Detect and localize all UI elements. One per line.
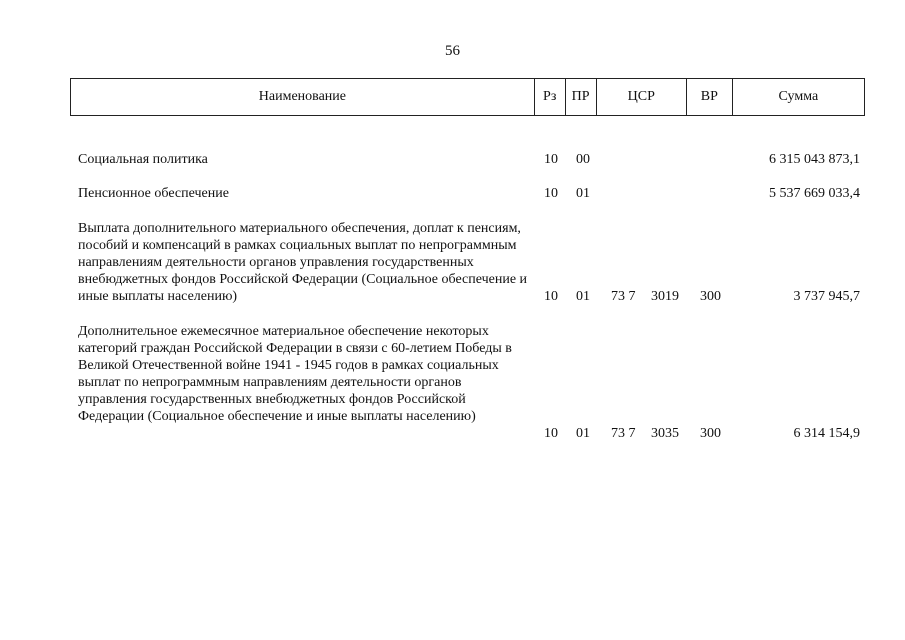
row-pr: 00: [576, 152, 590, 167]
table-row: [0, 323, 905, 442]
row-rz: 10: [544, 152, 558, 167]
row-name: Дополнительное ежемесячное материальное обеспечение некоторых категорий граждан Российской Федерации в связи с 60-летием Победы в Великой Отечественной войне 1941 - 1945 годов в рамках социальных выплат по непрограммным направлениям деятельности органов управления государственных внебюджетных фондов Российской Федерации (Социальное обеспечение и иные выплаты населению): [78, 324, 512, 424]
row-csr-direction: 3035: [651, 426, 679, 441]
row-csr-program: 73 7: [611, 289, 636, 304]
row-rz: 10: [544, 426, 558, 441]
column-header-pr: ПР: [565, 79, 596, 116]
row-rz: 10: [544, 186, 558, 201]
row-sum: 6 314 154,9: [793, 426, 860, 441]
table-row: [0, 151, 905, 168]
row-rz: 10: [544, 289, 558, 304]
column-header-sum: Сумма: [732, 79, 864, 116]
row-name: Выплата дополнительного материального обеспечения, доплат к пенсиям, пособий и компенсаций в рамках социальных выплат по непрограммным направлениям деятельности органов управления государственных внебюджетных фондов Российской Федерации (Социальное обеспечение и иные выплаты населению): [78, 221, 528, 304]
row-sum: 5 537 669 033,4: [769, 186, 860, 201]
table-row: [0, 220, 905, 305]
row-values: [0, 151, 905, 168]
column-header-csr: ЦСР: [596, 79, 686, 116]
row-values: [0, 425, 905, 442]
row-sum: 3 737 945,7: [793, 289, 860, 304]
row-pr: 01: [576, 186, 590, 201]
page-number: 56: [445, 43, 460, 59]
row-sum: 6 315 043 873,1: [769, 152, 860, 167]
row-vr: 300: [700, 426, 721, 441]
row-csr-program: 73 7: [611, 426, 636, 441]
table-row: [0, 185, 905, 202]
row-values: [0, 288, 905, 305]
row-vr: 300: [700, 289, 721, 304]
column-header-rz: Рз: [534, 79, 565, 116]
column-header-name: Наименование: [71, 79, 535, 116]
row-csr-direction: 3019: [651, 289, 679, 304]
column-header-vr: ВР: [686, 79, 732, 116]
row-name: Пенсионное обеспечение: [78, 186, 229, 201]
row-name: Социальная политика: [78, 152, 208, 167]
row-pr: 01: [576, 426, 590, 441]
row-values: [0, 185, 905, 202]
table-header: [70, 78, 865, 116]
row-pr: 01: [576, 289, 590, 304]
